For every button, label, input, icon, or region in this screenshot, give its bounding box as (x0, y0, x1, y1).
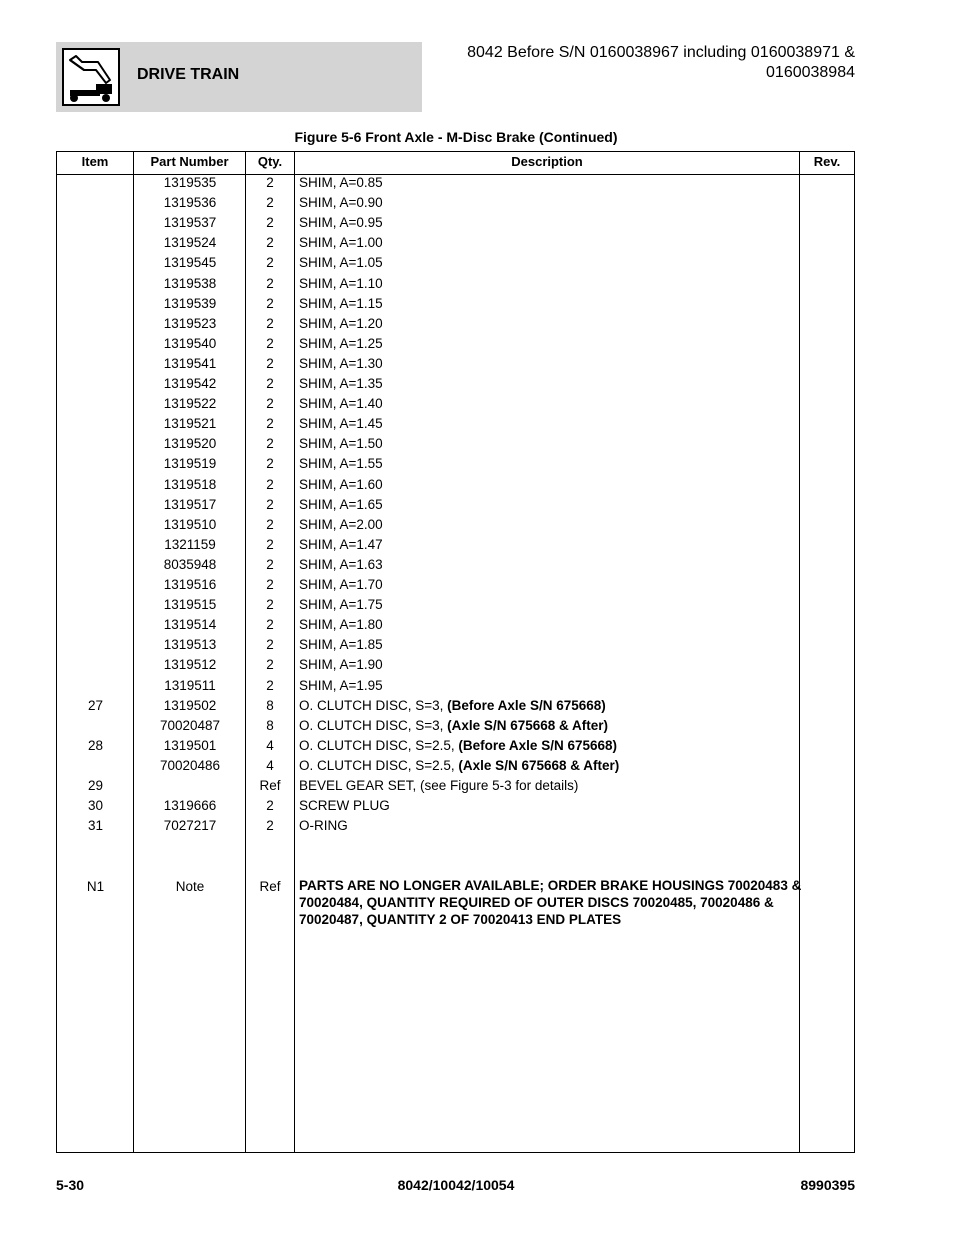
description-text: SHIM, A=1.45 (299, 416, 383, 432)
description-text: SHIM, A=1.05 (299, 255, 383, 271)
table-row (57, 414, 854, 434)
description (299, 816, 799, 836)
quantity: 2 (266, 456, 274, 472)
part-number: 1319516 (163, 577, 217, 592)
part-number: 1319511 (164, 677, 216, 693)
table-row (57, 796, 854, 816)
table-row (57, 716, 854, 736)
description-text: SHIM, A=2.00 (299, 516, 383, 532)
quantity: 2 (266, 376, 274, 391)
part-number: 1319521 (163, 416, 217, 432)
part-number: 1319539 (163, 295, 217, 311)
quantity: 2 (266, 657, 274, 673)
description (299, 314, 799, 334)
description (299, 615, 799, 635)
quantity: 2 (266, 355, 274, 371)
part-number: 1319541 (163, 355, 217, 371)
description-text: O. CLUTCH DISC, S=2.5, (299, 757, 459, 773)
quantity: 2 (266, 175, 274, 190)
description-text: SHIM, A=1.63 (299, 556, 383, 572)
quantity: 2 (266, 315, 274, 331)
quantity: 2 (266, 215, 274, 231)
part-number: 1321159 (164, 536, 216, 552)
part-number: 70020486 (159, 757, 221, 773)
table-row (57, 595, 854, 615)
description (299, 555, 799, 575)
description-text: SHIM, A=1.75 (299, 597, 383, 613)
part-number: 1319501 (163, 737, 217, 753)
quantity: 2 (266, 255, 274, 271)
description (299, 475, 799, 495)
part-number: 1319502 (163, 697, 217, 713)
part-number: 1319536 (163, 195, 217, 211)
item-number: 31 (87, 818, 104, 834)
description (299, 434, 799, 454)
table-row (57, 233, 854, 253)
table-row (57, 314, 854, 334)
quantity: 2 (266, 295, 274, 311)
part-number: 70020487 (159, 717, 221, 733)
description-text: SHIM, A=1.47 (299, 536, 383, 552)
table-row (57, 294, 854, 314)
column-header-item: Item (81, 154, 109, 169)
description (299, 274, 799, 294)
table-row (57, 454, 854, 474)
table-row (57, 736, 854, 756)
note-item: N1 (86, 879, 105, 894)
quantity: 2 (266, 476, 274, 492)
description (299, 676, 799, 696)
table-row (57, 555, 854, 575)
description (299, 374, 799, 394)
quantity: 2 (266, 617, 274, 633)
description-text: SHIM, A=1.60 (299, 476, 383, 492)
description (299, 595, 799, 615)
part-number: 1319542 (163, 376, 217, 391)
part-number: 1319512 (163, 657, 217, 673)
quantity: 2 (266, 235, 274, 251)
table-row (57, 535, 854, 555)
part-number: 1319519 (163, 456, 217, 472)
column-header-rev: Rev. (813, 154, 841, 169)
part-number: 1319510 (163, 516, 217, 532)
boom-lift-icon (62, 48, 120, 106)
quantity: 4 (266, 757, 274, 773)
description (299, 515, 799, 535)
description (299, 414, 799, 434)
table-row (57, 655, 854, 675)
description-text: SHIM, A=1.35 (299, 376, 383, 391)
section-title: DRIVE TRAIN (137, 66, 240, 83)
table-row (57, 615, 854, 635)
description (299, 334, 799, 354)
parts-table (56, 151, 855, 1153)
part-number: 1319524 (163, 235, 217, 251)
quantity: 2 (266, 275, 274, 291)
quantity: 2 (266, 436, 274, 452)
description (299, 233, 799, 253)
description-text: BEVEL GEAR SET, (see Figure 5-3 for details) (299, 778, 579, 793)
quantity: 2 (266, 556, 274, 572)
table-row (57, 394, 854, 414)
quantity: 2 (266, 677, 274, 693)
page-number: 5-30 (56, 1177, 85, 1193)
part-number: 1319535 (163, 175, 217, 190)
quantity: 2 (266, 597, 274, 613)
quantity: 2 (266, 818, 274, 834)
description-text: O. CLUTCH DISC, S=3, (299, 717, 448, 733)
table-row (57, 253, 854, 273)
note-qty: Ref (259, 879, 281, 894)
description-text: SHIM, A=1.80 (299, 617, 383, 633)
description-text: O. CLUTCH DISC, S=2.5, (299, 737, 459, 753)
description-serial-note: (Axle S/N 675668 & After) (447, 717, 608, 733)
description (299, 394, 799, 414)
table-row (57, 434, 854, 454)
part-number: 1319666 (163, 798, 217, 814)
table-row (57, 193, 854, 213)
item-number: 30 (87, 798, 104, 814)
model-line-2: 0160038984 (766, 64, 855, 81)
part-number: 1319518 (163, 476, 217, 492)
description (299, 253, 799, 273)
description-text: SHIM, A=1.65 (299, 496, 383, 512)
description (299, 776, 799, 796)
part-number: 1319517 (163, 496, 217, 512)
table-row (57, 756, 854, 776)
note-description: PARTS ARE NO LONGER AVAILABLE; ORDER BRAKE HOUSINGS 70020483 & 70020484, QUANTITY REQUIRED OF OUTER DISCS 70020485, 70020486 & 70020487, QUANTITY 2 OF 70020413 END PLATES (299, 878, 802, 927)
part-number: 1319514 (163, 617, 217, 633)
table-row (57, 635, 854, 655)
table-row (57, 334, 854, 354)
quantity: 2 (266, 536, 274, 552)
description (299, 655, 799, 675)
description-serial-note: (Before Axle S/N 675668) (447, 697, 606, 713)
description (299, 736, 799, 756)
table-row (57, 213, 854, 233)
figure-title: Figure 5-6 Front Axle - M-Disc Brake (Continued) (294, 129, 618, 145)
quantity: 2 (266, 798, 274, 814)
description-text: SHIM, A=1.55 (299, 456, 383, 472)
description (299, 756, 799, 776)
description (299, 635, 799, 655)
description (299, 575, 799, 595)
part-number: 1319545 (163, 255, 217, 271)
quantity: 2 (266, 637, 274, 653)
description (299, 354, 799, 374)
table-row (57, 776, 854, 796)
description (299, 696, 799, 716)
table-row (57, 495, 854, 515)
table-row (57, 475, 854, 495)
description-text: O. CLUTCH DISC, S=3, (299, 697, 448, 713)
quantity: Ref (259, 778, 281, 793)
part-number: 1319522 (163, 396, 217, 412)
part-number: 1319515 (163, 597, 217, 613)
description-text: SHIM, A=0.95 (299, 215, 383, 231)
description (299, 454, 799, 474)
description-text: SHIM, A=1.50 (299, 436, 383, 452)
description (299, 193, 799, 213)
table-row (57, 575, 854, 595)
part-number: 1319538 (163, 275, 217, 291)
quantity: 8 (266, 717, 274, 733)
description (299, 495, 799, 515)
quantity: 2 (266, 577, 274, 592)
description-text: SHIM, A=1.95 (299, 677, 383, 693)
description (299, 213, 799, 233)
description-text: O-RING (299, 818, 348, 834)
part-number: 1319523 (163, 315, 217, 331)
description-text: SCREW PLUG (299, 798, 390, 814)
table-row (57, 374, 854, 394)
column-header-qty: Qty. (257, 154, 283, 169)
table-row (57, 354, 854, 374)
quantity: 4 (266, 737, 274, 753)
table-row (57, 676, 854, 696)
description (299, 535, 799, 555)
description-text: SHIM, A=1.15 (299, 295, 383, 311)
model-numbers: 8042/10042/10054 (397, 1177, 515, 1193)
description (299, 173, 799, 193)
part-number: 7027217 (163, 818, 217, 834)
part-number: 1319537 (163, 215, 217, 231)
part-number: 8035948 (163, 556, 217, 572)
description-text: SHIM, A=1.40 (299, 396, 383, 412)
model-line-1: 8042 Before S/N 0160038967 including 0160038971 & (467, 44, 855, 61)
model-title (425, 43, 855, 83)
quantity: 8 (266, 697, 274, 713)
description-serial-note: (Axle S/N 675668 & After) (458, 757, 620, 773)
note-part-number: Note (175, 879, 205, 894)
column-header-part-number: Part Number (150, 154, 229, 169)
description-text: SHIM, A=1.70 (299, 577, 383, 592)
description (299, 294, 799, 314)
description-text: SHIM, A=1.25 (299, 335, 383, 351)
description-text: SHIM, A=1.00 (299, 235, 383, 251)
table-row (57, 173, 854, 193)
table-row (57, 696, 854, 716)
table-row (57, 515, 854, 535)
item-number: 28 (87, 737, 104, 753)
quantity: 2 (266, 516, 274, 532)
description-text: SHIM, A=1.30 (299, 355, 383, 371)
description-text: SHIM, A=0.90 (299, 195, 383, 211)
part-number: 1319520 (163, 436, 217, 452)
table-row (57, 274, 854, 294)
quantity: 2 (266, 396, 274, 412)
quantity: 2 (266, 496, 274, 512)
document-number: 8990395 (800, 1177, 855, 1193)
description-text: SHIM, A=1.85 (299, 637, 383, 653)
description (299, 716, 799, 736)
description-text: SHIM, A=1.10 (299, 275, 383, 291)
item-number: 27 (87, 697, 104, 713)
quantity: 2 (266, 335, 274, 351)
description-serial-note: (Before Axle S/N 675668) (458, 737, 617, 753)
description-text: SHIM, A=1.90 (299, 657, 383, 673)
quantity: 2 (266, 195, 274, 211)
part-number: 1319540 (163, 335, 217, 351)
description-text: SHIM, A=1.20 (299, 315, 383, 331)
description (299, 796, 799, 816)
item-number: 29 (87, 778, 104, 793)
table-row (57, 816, 854, 836)
part-number: 1319513 (163, 637, 217, 653)
quantity: 2 (266, 416, 274, 432)
description-text: SHIM, A=0.85 (299, 175, 383, 190)
column-header-description: Description (511, 154, 583, 169)
